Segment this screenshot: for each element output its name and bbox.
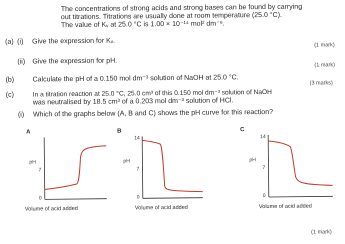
graph-c-y-bottom: 0 <box>262 193 266 200</box>
graph-b-ylabel: pH <box>123 158 130 165</box>
graph-b-y-bottom: 0 <box>136 194 140 201</box>
graph-a <box>26 129 111 210</box>
question-c-line-1: In a titration reaction at 25.0 °C, 25.0 cm³ of this 0.150 mol dm⁻³ solution of NaOH <box>32 88 272 99</box>
graph-b-curve <box>142 140 203 193</box>
question-c-line-2: was neutralised by 18.5 cm³ of a 0.203 mol dm⁻³ solution of HCl. <box>32 97 234 107</box>
graph-b-y-axis <box>142 136 143 198</box>
graph-c-y-axis <box>268 135 269 197</box>
graph-b-xlabel: Volume of acid added <box>134 204 188 212</box>
graph-a-y-bottom: 0 <box>38 195 42 202</box>
graph-b-y-mid: 7 <box>136 166 140 173</box>
graph-a-letter: A <box>26 129 31 136</box>
graph-b-y-top: 14 <box>134 135 140 142</box>
question-a-ii-marks: (1 mark) <box>314 62 335 69</box>
graph-a-y-mid: 7 <box>38 167 42 174</box>
graph-a-curve <box>44 146 106 190</box>
question-a-i-marks: (1 mark) <box>314 42 335 49</box>
question-b-label: (b) <box>5 76 15 84</box>
question-a-i-label: (i) <box>17 38 24 46</box>
graph-a-xlabel: Volume of acid added <box>24 205 78 213</box>
graph-c-x-axis <box>269 196 333 197</box>
question-b-text: Calculate the pH of a 0.150 mol dm⁻³ solution of NaOH at 25.0 °C. <box>32 74 239 84</box>
question-a-ii-text: Give the expression for pH. <box>32 57 118 66</box>
graph-c <box>244 126 337 207</box>
graph-a-y-axis <box>44 137 45 199</box>
question-c-i-marks: (1 mark) <box>311 229 332 236</box>
intro-line-3: The value of Kᵥ at 25.0 °C is 1.00 × 10⁻¹⁴ mol² dm⁻⁶. <box>60 20 225 30</box>
question-a-label: (a) <box>5 38 14 46</box>
graph-c-letter: C <box>240 127 245 134</box>
graph-c-y-mid: 7 <box>262 165 266 172</box>
graph-c-curve <box>268 140 332 186</box>
graph-c-xlabel: Volume of acid added <box>258 203 312 211</box>
question-c-i-text: Which of the graphs below (A, B and C) shows the pH curve for this reaction? <box>32 108 274 119</box>
graph-c-y-top: 14 <box>260 134 266 141</box>
graph-b-x-axis <box>143 198 203 199</box>
graph-c-ylabel: pH <box>249 157 256 164</box>
question-c-i-label: (i) <box>17 111 25 119</box>
graph-a-ylabel: pH <box>29 159 36 166</box>
question-c-label: (c) <box>5 91 14 99</box>
intro-line-1: The concentrations of strong acids and strong bases can be found by carrying <box>60 3 303 14</box>
intro-line-2: out titrations. Titrations are usually done at room temperature (25.0 °C). <box>60 11 283 22</box>
graph-a-x-axis <box>45 199 107 200</box>
question-b-marks: (3 marks) <box>309 80 333 87</box>
graph-b <box>118 128 207 209</box>
question-a-i-text: Give the expression for Kᵥ. <box>32 37 115 46</box>
graph-b-letter: B <box>117 128 122 135</box>
question-a-ii-label: (ii) <box>17 58 26 66</box>
